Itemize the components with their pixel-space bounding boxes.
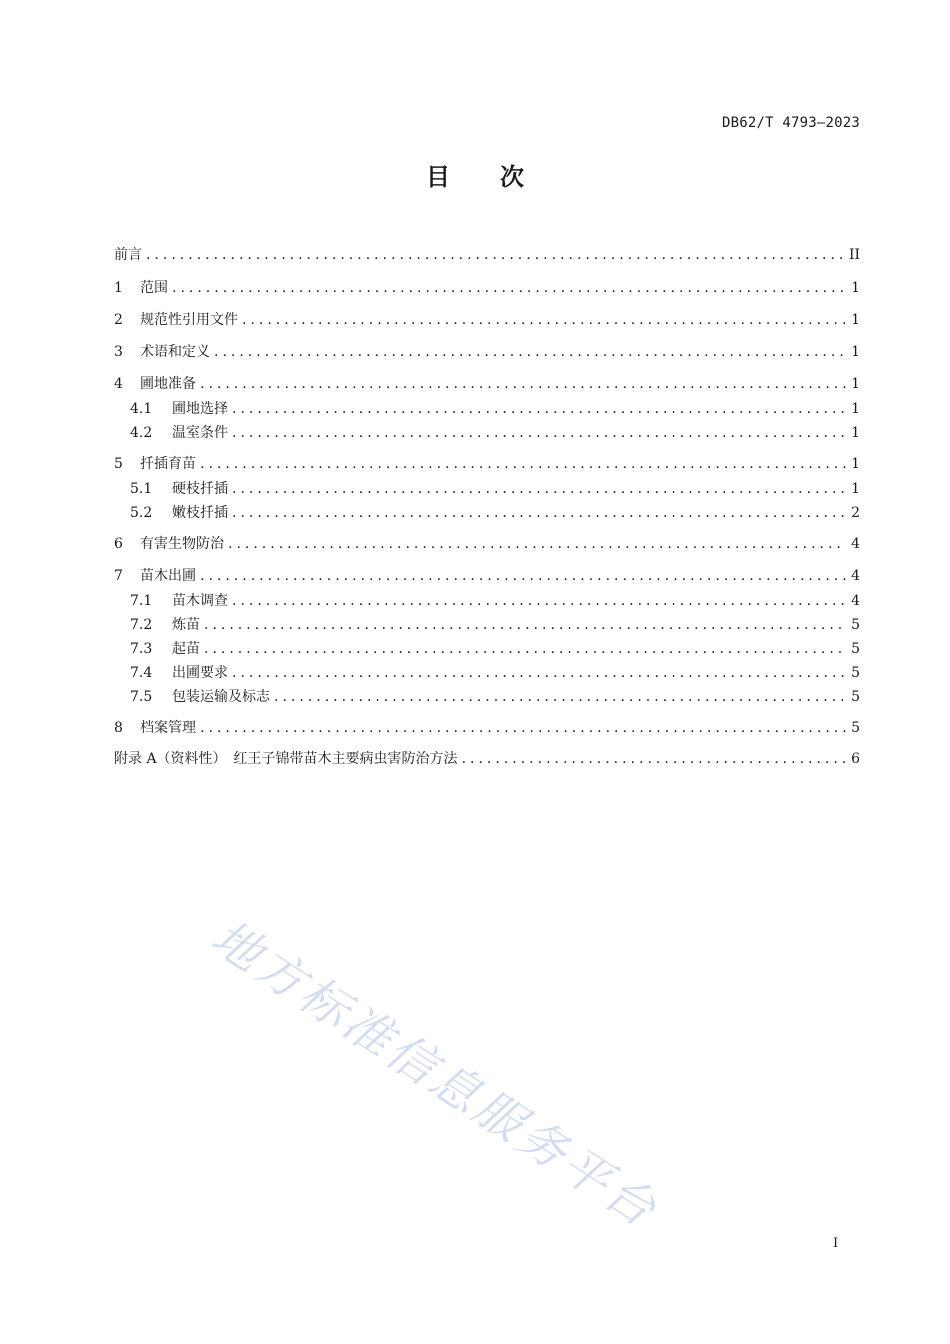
toc-entry-3[interactable] — [114, 341, 860, 363]
dot-leader — [242, 309, 846, 331]
toc-entry-page: 1 — [851, 425, 860, 441]
toc-entry-label: 苗木出圃 — [140, 568, 196, 584]
toc-entry-page: 4 — [851, 536, 860, 552]
toc-entry-label: 术语和定义 — [140, 344, 210, 360]
toc-entry-4-1[interactable] — [130, 398, 860, 420]
toc-entry-5-1[interactable] — [130, 478, 860, 500]
toc-entry-label: 温室条件 — [172, 425, 228, 441]
toc-entry-8[interactable] — [114, 717, 860, 739]
toc-entry-7-3[interactable] — [130, 638, 860, 660]
toc-entry-7-5[interactable] — [130, 686, 860, 708]
toc-entry-page: 6 — [851, 751, 860, 767]
dot-leader — [214, 341, 846, 363]
toc-entry-4[interactable] — [114, 373, 860, 395]
toc-entry-number: 7.1 — [130, 593, 153, 609]
toc-entry-label: 规范性引用文件 — [140, 312, 238, 328]
dot-leader — [204, 638, 846, 660]
toc-entry-label: 包装运输及标志 — [172, 689, 270, 705]
dot-leader — [232, 398, 846, 420]
page-title: 目次 — [426, 163, 574, 191]
toc-entry-page: 5 — [851, 617, 860, 633]
toc-entry-label: 圃地准备 — [140, 376, 196, 392]
toc-entry-page: 5 — [851, 641, 860, 657]
toc-entry-number: 7.5 — [130, 689, 153, 705]
toc-entry-7[interactable] — [114, 565, 860, 587]
toc-entry-5[interactable] — [114, 453, 860, 475]
dot-leader — [200, 565, 846, 587]
toc-entry-number: 4 — [114, 376, 123, 392]
dot-leader — [232, 590, 846, 612]
dot-leader — [462, 748, 846, 770]
dot-leader — [274, 686, 846, 708]
watermark: 地方标准信息服务平台 — [201, 909, 669, 1240]
dot-leader — [200, 453, 846, 475]
toc-entry-number: 7.3 — [130, 641, 153, 657]
toc-entry-number: 6 — [114, 536, 123, 552]
toc-entry-number: 8 — [114, 720, 123, 736]
toc-entry-4-2[interactable] — [130, 422, 860, 444]
toc-entry-7-4[interactable] — [130, 662, 860, 684]
toc-entry-number: 7 — [114, 568, 123, 584]
toc-entry-number: 4.1 — [130, 401, 153, 417]
dot-leader — [200, 373, 846, 395]
dot-leader — [228, 533, 846, 555]
dot-leader — [232, 502, 846, 524]
toc-entry-label: 起苗 — [172, 641, 200, 657]
toc-entry-number: 5 — [114, 456, 123, 472]
toc-entry-label: 圃地选择 — [172, 401, 228, 417]
toc-entry-7-1[interactable] — [130, 590, 860, 612]
toc-entry-label: 档案管理 — [140, 720, 196, 736]
toc-entry-number: 5.2 — [130, 505, 153, 521]
page-number: I — [833, 1236, 839, 1251]
toc-entry-6[interactable] — [114, 533, 860, 555]
dot-leader — [200, 717, 846, 739]
toc-entry-5-2[interactable] — [130, 502, 860, 524]
toc-entry-page: 1 — [851, 481, 860, 497]
toc-entry-page: 4 — [851, 593, 860, 609]
toc-entry-page: II — [848, 247, 860, 263]
dot-leader — [232, 662, 846, 684]
toc-entry-7-2[interactable] — [130, 614, 860, 636]
toc-entry-label: 炼苗 — [172, 617, 200, 633]
toc-entry-label: 扦插育苗 — [140, 456, 196, 472]
document-code: DB62/T 4793—2023 — [721, 115, 860, 131]
toc-entry-page: 1 — [851, 312, 860, 328]
toc-entry-label: 硬枝扦插 — [172, 481, 228, 497]
dot-leader — [172, 277, 846, 299]
toc-entry-page: 2 — [851, 505, 860, 521]
toc-entry-number: 1 — [114, 280, 123, 296]
toc-entry-page: 5 — [851, 720, 860, 736]
toc-entry-1[interactable] — [114, 277, 860, 299]
dot-leader — [232, 422, 846, 444]
dot-leader — [146, 244, 845, 266]
toc-entry-label: 有害生物防治 — [140, 536, 224, 552]
toc-entry-label: 出圃要求 — [172, 665, 228, 681]
toc-entry-number: 7.2 — [130, 617, 153, 633]
toc-entry-number: 4.2 — [130, 425, 153, 441]
toc-entry-page: 5 — [851, 689, 860, 705]
toc-entry-foreword[interactable] — [114, 244, 860, 266]
toc-entry-number: 3 — [114, 344, 123, 360]
toc-entry-number: 5.1 — [130, 481, 153, 497]
toc-entry-page: 1 — [851, 280, 860, 296]
toc-entry-page: 1 — [851, 401, 860, 417]
dot-leader — [232, 478, 846, 500]
toc-entry-label: 前言 — [114, 247, 142, 263]
toc-entry-page: 1 — [851, 456, 860, 472]
toc-entry-page: 1 — [851, 376, 860, 392]
toc-entry-page: 5 — [851, 665, 860, 681]
toc-entry-page: 1 — [851, 344, 860, 360]
toc-entry-label: 范围 — [140, 280, 168, 296]
toc-entry-label: 附录 A（资料性） 红王子锦带苗木主要病虫害防治方法 — [114, 751, 458, 767]
toc-entry-page: 4 — [851, 568, 860, 584]
dot-leader — [204, 614, 846, 636]
toc-entry-number: 2 — [114, 312, 123, 328]
toc-entry-label: 嫩枝扦插 — [172, 505, 228, 521]
toc-entry-2[interactable] — [114, 309, 860, 331]
toc-entry-number: 7.4 — [130, 665, 153, 681]
toc-entry-appendix-a[interactable] — [114, 748, 860, 770]
toc-entry-label: 苗木调查 — [172, 593, 228, 609]
